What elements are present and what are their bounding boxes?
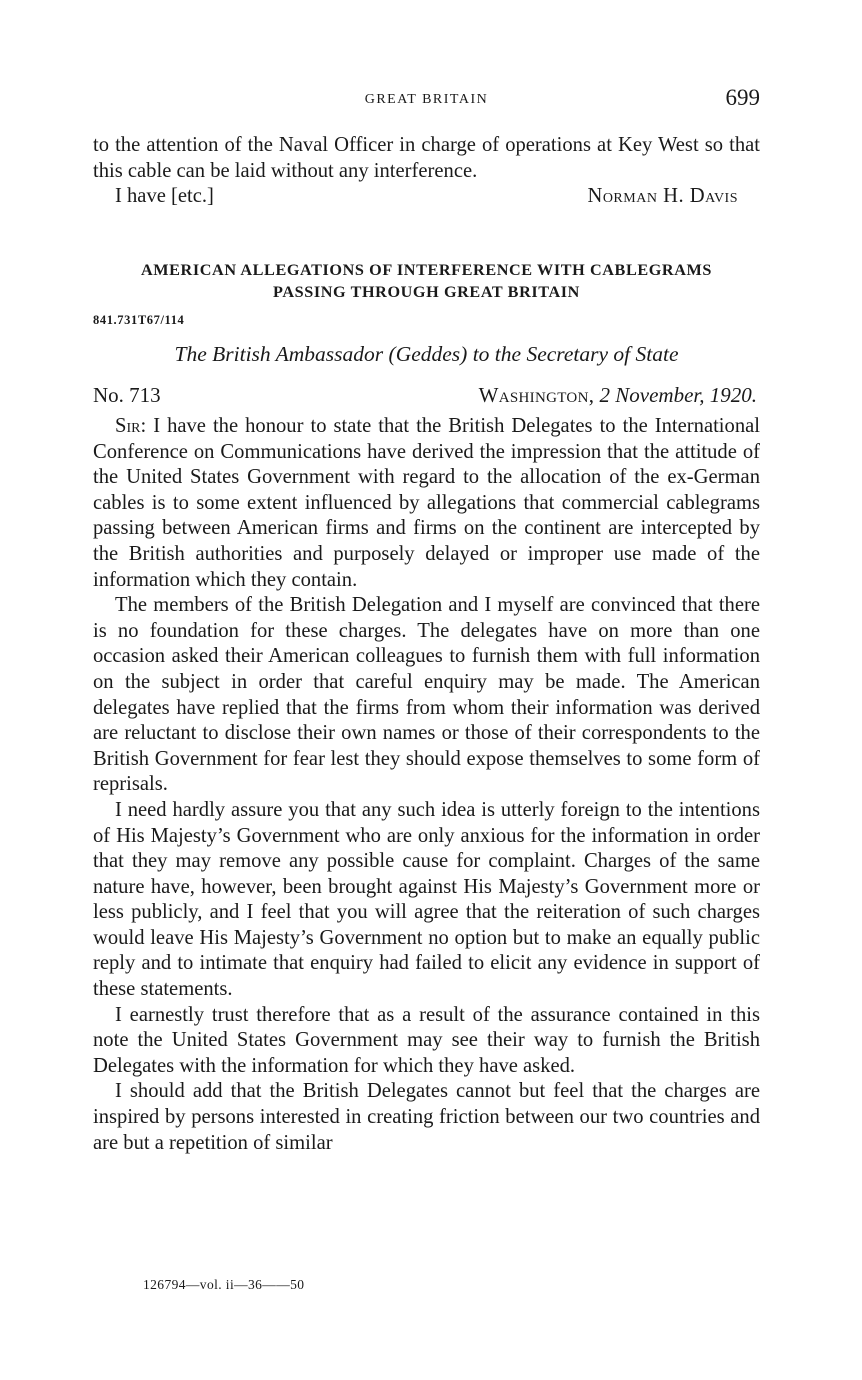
previous-document-continuation [93,133,760,210]
section-heading-line: PASSING THROUGH GREAT BRITAIN [273,283,580,301]
closing-formula: I have [etc.] [115,185,214,208]
document-title: The British Ambassador (Geddes) to the Secretary of State [174,342,679,366]
footer-printline: 126794—vol. ii—36——50 [143,1277,305,1292]
letter-paragraph: I need hardly assure you that any such idea is utterly foreign to the intentions of His Majesty’s Government who are only anxious for the information in order that they may remove any possible cause for complaint. Charges of the same nature have, however, been brought against His Majesty’s Government more or less publicly, and I feel that you will agree that the reiteration of such charges would leave His Majesty’s Government no option but to make an equally public reply and to intimate that enquiry had failed to elicit any evidence in support of these statements. [93,798,760,1001]
file-number: 841.731T67/114 [93,313,185,327]
salutation: Sir [115,415,141,437]
closing-line [93,184,760,210]
paragraph-text: : I have the honour to state that the British Delegates to the International Conference on Communications have derived the impression that the attitude of the United States Government with regard to the allocation of the ex-German cables is to some extent influenced by allegations that commercial cablegrams passing between American firms and firms on the continent are intercepted by the British authorities and purposely delayed or improper use made of the information which they contain. [93,415,760,591]
section-heading-line: AMERICAN ALLEGATIONS OF INTERFERENCE WITH CABLEGRAMS [140,261,712,279]
signature: Norman H. Davis [587,185,738,208]
document-place: Washington, [478,383,595,407]
letter-paragraph [93,414,760,593]
letter-paragraph: The members of the British Delegation and I myself are convinced that there is no foundation for these charges. The delegates have on more than one occasion asked their American colleagues to furnish them with full information on the subject in order that careful enquiry may be made. The American delegates have replied that the firms from whom their information was derived are reluctant to disclose their own names or those of their correspondents to the British Government for fear lest they should expose themselves to some form of reprisals. [93,594,760,796]
document-date: 2 November, 1920. [599,383,757,407]
running-head [93,86,760,116]
section-heading [93,259,760,303]
document-meta [93,383,760,411]
page-number: 699 [725,85,760,110]
document-place-date [479,383,757,408]
letter-body [93,414,760,1156]
letter-paragraph: I earnestly trust therefore that as a result of the assurance contained in this note the United States Government may see their way to furnish the British Delegates with the information for which they have asked. [93,1003,760,1077]
running-head-title: GREAT BRITAIN [364,92,489,107]
continuation-paragraph: to the attention of the Naval Officer in charge of operations at Key West so that this cable can be laid without any interference. [93,134,760,182]
document-number: No. 713 [93,383,161,407]
letter-paragraph: I should add that the British Delegates cannot but feel that the charges are inspired by persons interested in creating friction between our two countries and are but a repetition of similar [93,1080,760,1154]
